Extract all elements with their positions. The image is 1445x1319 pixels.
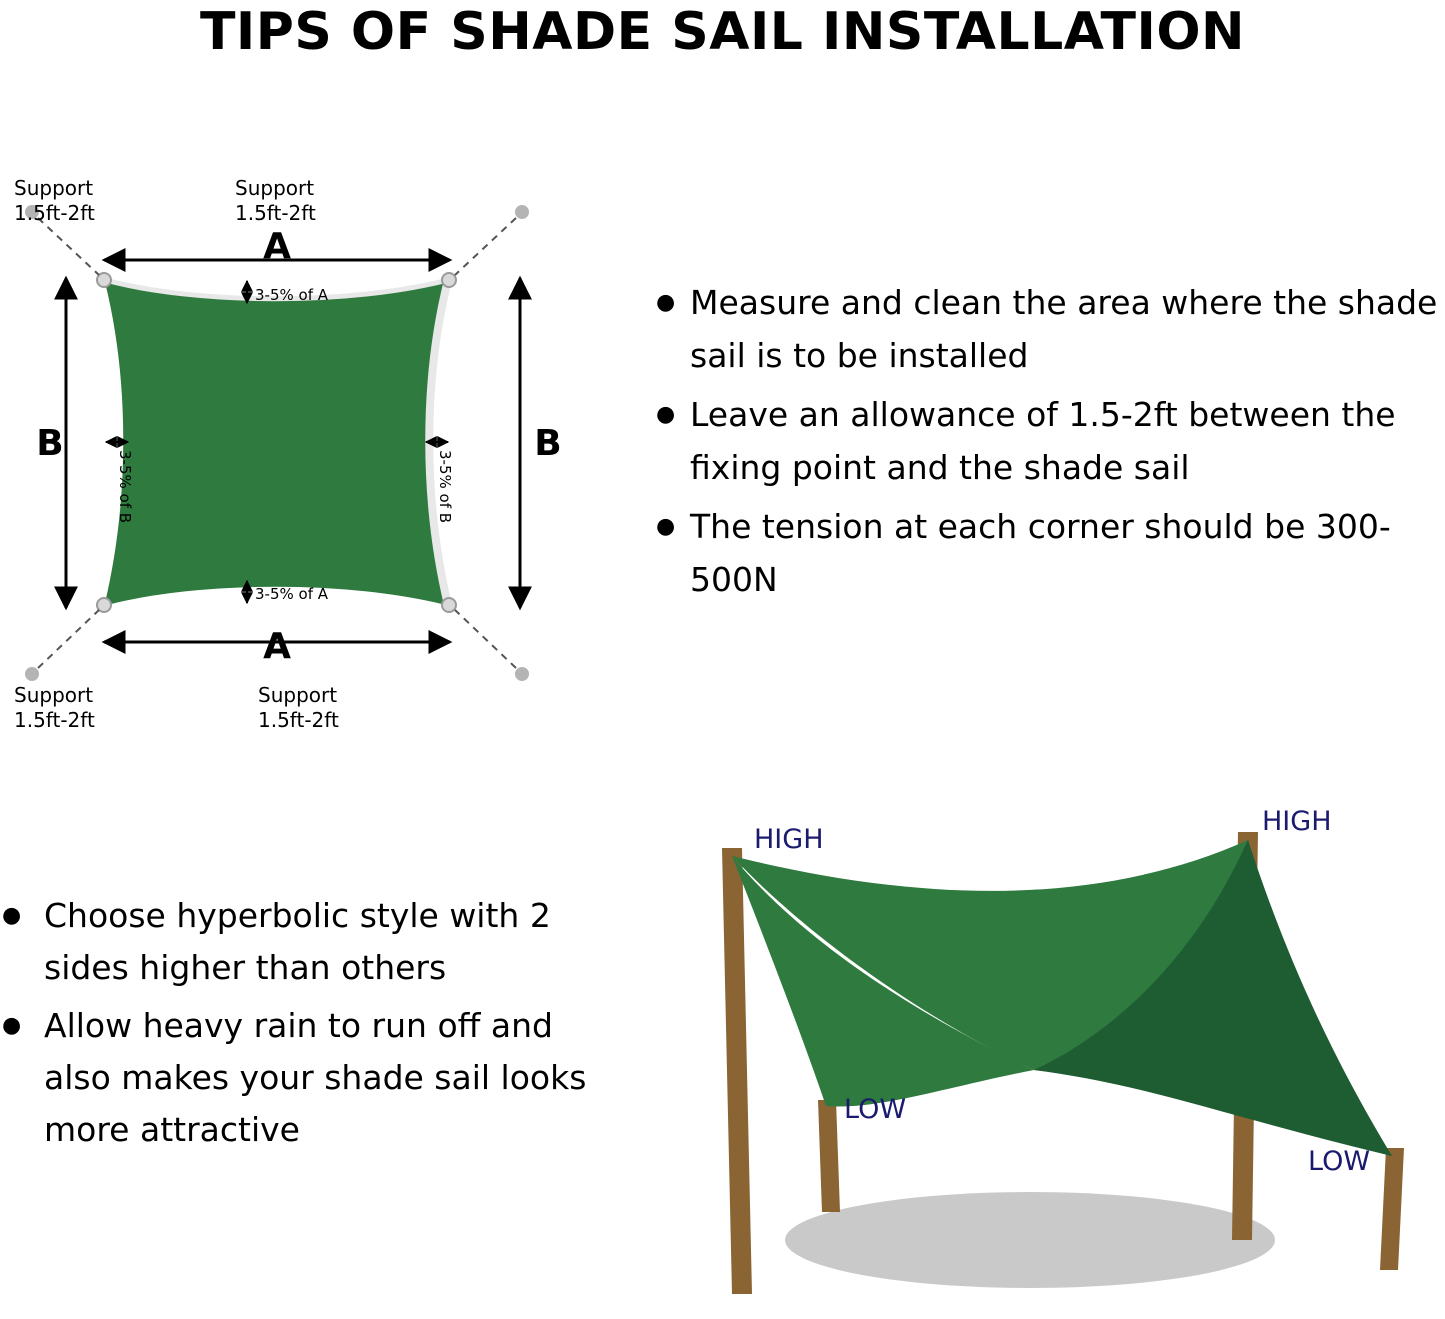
- sail-corner-br: [442, 598, 456, 612]
- post-high-left: [722, 848, 752, 1294]
- support-line-tl: [38, 218, 99, 275]
- support-label-br-line1: Support: [258, 683, 338, 707]
- post-low-left: [818, 1100, 840, 1212]
- label-high-left: HIGH: [754, 824, 824, 855]
- label-low-right: LOW: [1308, 1146, 1371, 1177]
- dimension-label-left-b: B: [36, 423, 64, 464]
- support-label-tl-line1: Support: [14, 176, 94, 200]
- list-item: ● Leave an allowance of 1.5-2ft between the fixing point and the shade sail: [650, 388, 1445, 494]
- page-title: TIPS OF SHADE SAIL INSTALLATION: [199, 2, 1246, 62]
- sail-corner-bl: [97, 598, 111, 612]
- support-label-tl-line2: 1.5ft-2ft: [14, 201, 95, 225]
- support-dot-bl: [25, 667, 39, 681]
- label-low-left: LOW: [844, 1094, 907, 1125]
- bottom-tips-list: [0, 890, 625, 1162]
- support-line-br: [455, 610, 516, 668]
- label-high-right: HIGH: [1262, 806, 1332, 837]
- hyperbolic-sail-diagram: [630, 770, 1445, 1319]
- curve-label-right: 3-5% of B: [436, 450, 454, 524]
- dimension-label-right-b: B: [534, 423, 562, 464]
- support-label-bl-line1: Support: [14, 683, 94, 707]
- ground-shadow: [785, 1192, 1275, 1288]
- list-item: ● The tension at each corner should be 300-500N: [650, 500, 1445, 606]
- curve-label-left: 3-5% of B: [116, 450, 134, 524]
- shade-sail-shape: [105, 280, 448, 605]
- rectangular-sail-diagram: [0, 150, 660, 730]
- list-item: ● Choose hyperbolic style with 2 sides higher than others: [0, 890, 625, 994]
- support-dot-br: [515, 667, 529, 681]
- support-line-bl: [38, 610, 99, 668]
- list-item: ● Allow heavy rain to run off and also makes your shade sail looks more attractive: [0, 1000, 625, 1156]
- list-item: ● Measure and clean the area where the shade sail is to be installed: [650, 276, 1445, 382]
- support-dot-tr: [515, 205, 529, 219]
- support-label-tr-line2: 1.5ft-2ft: [235, 201, 316, 225]
- post-low-right: [1380, 1148, 1404, 1270]
- dimension-label-bottom-a: A: [263, 626, 291, 667]
- top-tips-list: [650, 276, 1445, 612]
- support-line-tr: [455, 218, 516, 275]
- sail-corner-tr: [442, 273, 456, 287]
- curve-label-top: 3-5% of A: [255, 286, 329, 304]
- support-label-tr-line1: Support: [235, 176, 315, 200]
- sail-corner-tl: [97, 273, 111, 287]
- curve-label-bottom: 3-5% of A: [255, 585, 329, 603]
- support-label-br-line2: 1.5ft-2ft: [258, 708, 339, 730]
- support-label-bl-line2: 1.5ft-2ft: [14, 708, 95, 730]
- dimension-label-top-a: A: [263, 226, 291, 267]
